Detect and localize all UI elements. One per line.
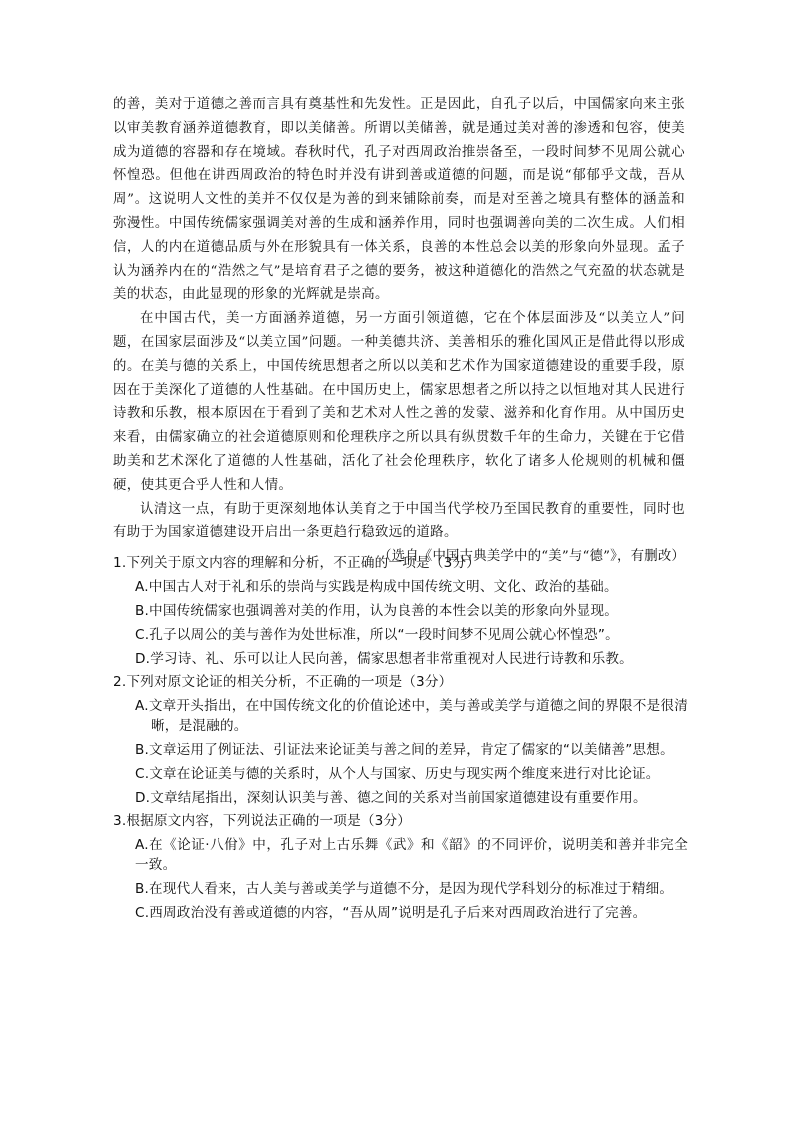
option-d: D.文章结尾指出，深刻认识美与善、德之间的关系对当前国家道德建设有重要作用。: [135, 790, 647, 806]
question-1: [113, 553, 688, 669]
question-3: [113, 811, 688, 923]
passage-paragraph-1: 的善，美对于道德之善而言具有奠基性和先发性。正是因此，自孔子以后，中国儒家向来主张以审美教育涵养道德教育，即以美储善。所谓以美储善，就是通过美对善的渗透和包容，使美成为道德的容器和存在境域。春秋时代，孔子对西周政治推崇备至，一段时间梦不见周公就心怀惶恐。但他在讲西周政治的特色时并没有讲到善或道德的问题，而是说“郁郁乎文哉，吾从周”。这说明人文性的美并不仅仅是为善的到来铺除前奏，而是对至善之境具有整体的涵盖和弥漫性。中国传统儒家强调美对善的生成和涵养作用，同时也强调善向美的二次生成。人们相信，人的内在道德品质与外在形貌具有一体关系，良善的本性总会以美的形象向外显现。孟子认为涵养内在的“浩然之气”是培育君子之德的要务，被这种道德化的浩然之气充盈的状态就是美的状态，由此显现的形象的光辉就是崇高。: [113, 97, 685, 303]
question-2: [113, 672, 688, 808]
option-b: B.在现代人看来，古人美与善或美学与道德不分，是因为现代学科划分的标准过于精细。: [135, 881, 674, 897]
option-a: A.文章开头指出，在中国传统文化的价值论述中，美与善或美学与道德之间的界限不是很清晰，是混融的。: [135, 698, 688, 734]
reading-passage: [113, 93, 685, 568]
option-c: C.孔子以周公的美与善作为处世标准，所以“一段时间梦不见周公就心怀惶恐”。: [135, 627, 619, 643]
option-b: B.中国传统儒家也强调善对美的作用，认为良善的本性会以美的形象向外显现。: [135, 603, 619, 619]
question-stem: 2.下列对原文论证的相关分析，不正确的一项是（3分）: [113, 674, 453, 690]
question-stem: 3.根据原文内容，下列说法正确的一项是（3分）: [113, 813, 412, 829]
passage-source: （选自《中国古典美学中的“美”与“德”》，有删改）: [378, 549, 685, 565]
option-c: C.西周政治没有善或道德的内容，“吾从周”说明是孔子后来对西周政治进行了完善。: [135, 905, 647, 921]
option-a: A.中国古人对于礼和乐的崇尚与实践是构成中国传统文明、文化、政治的基础。: [135, 579, 618, 595]
question-stem: 1.下列关于原文内容的理解和分析，不正确的一项是（3分）: [113, 555, 481, 571]
question-list: [113, 550, 688, 923]
option-a: A.在《论证·八佾》中，孔子对上古乐舞《武》和《韶》的不同评价，说明美和善并非完全一致。: [135, 837, 688, 873]
option-d: D.学习诗、礼、乐可以让人民向善，儒家思想者非常重视对人民进行诗教和乐教。: [135, 651, 633, 667]
option-c: C.文章在论证美与德的关系时，从个人与国家、历史与现实两个维度来进行对比论证。: [135, 766, 660, 782]
passage-paragraph-3: 认清这一点，有助于更深刻地体认美育之于中国当代学校乃至国民教育的重要性，同时也有助于为国家道德建设开启出一条更趋行稳致远的道路。: [113, 501, 685, 541]
option-b: B.文章运用了例证法、引证法来论证美与善之间的差异，肯定了儒家的“以美储善”思想。: [135, 742, 674, 758]
passage-paragraph-2: 在中国古代，美一方面涵养道德，另一方面引领道德，它在个体层面涉及“以美立人”问题，在国家层面涉及“以美立国”问题。一种美德共济、美善相乐的雅化国风正是借此得以形成的。在美与德的关系上，中国传统思想者之所以以美和艺术作为国家道德建设的重要手段，原因在于美深化了道德的人性基础。在中国历史上，儒家思想者之所以持之以恒地对其人民进行诗教和乐教，根本原因在于看到了美和艺术对人性之善的发蒙、滋养和化育作用。从中国历史来看，由儒家确立的社会道德原则和伦理秩序之所以具有纵贯数千年的生命力，关键在于它借助美和艺术深化了道德的人性基础，活化了社会伦理秩序，软化了诸多人伦规则的机械和僵硬，使其更合乎人性和人情。: [113, 311, 685, 493]
